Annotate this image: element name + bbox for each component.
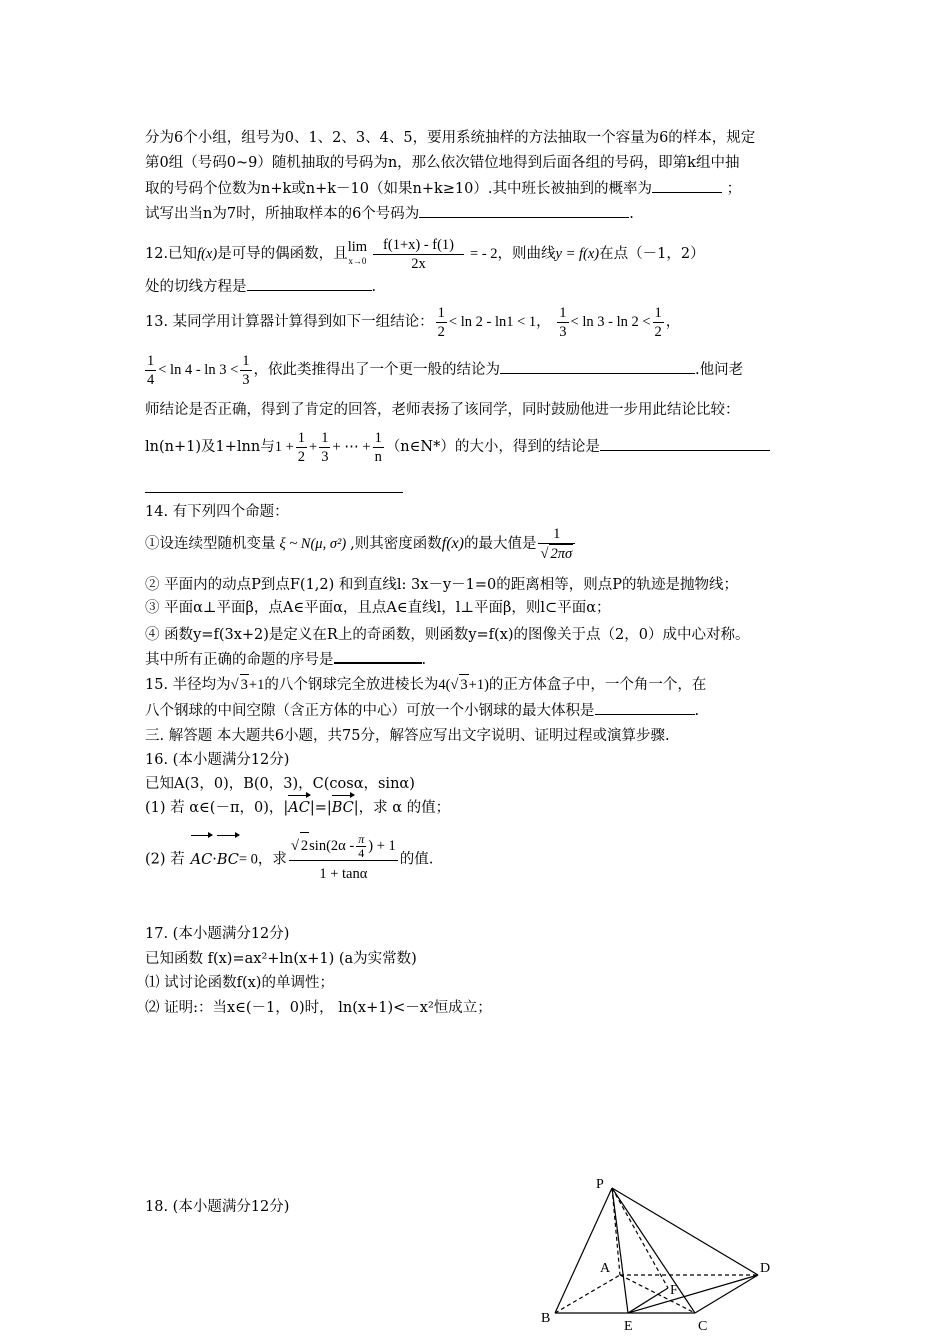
answer-blank — [652, 178, 722, 193]
num: 1 — [242, 352, 250, 369]
lim-sub: x→0 — [348, 256, 367, 266]
dot-product: · — [212, 851, 217, 868]
num: 1 — [538, 525, 575, 544]
q13-line-4 — [145, 425, 770, 469]
fraction — [319, 429, 330, 466]
vector-ac: AC — [288, 800, 310, 816]
fraction — [145, 352, 156, 389]
q18-title: 18. (本小题满分12分) — [145, 1199, 290, 1215]
sum-start: 1 + — [274, 439, 294, 455]
q12-line-2-text: 处的切线方程是 — [145, 279, 247, 295]
sqrt-content: 2πσ — [550, 546, 573, 562]
q13-tail: （n∈N*）的大小，得到的结论是 — [385, 439, 600, 455]
q16-part-2 — [145, 832, 433, 887]
vector-bc: BC — [217, 838, 239, 882]
q17-part-1: ⑴ 试讨论函数f(x)的单调性； — [145, 975, 334, 991]
den: 3 — [321, 448, 329, 465]
punct: . — [421, 652, 427, 668]
fraction — [296, 429, 307, 466]
q16-p1-eq: |=| — [309, 800, 332, 816]
q14-prop-4: ④ 函数y=f(3x+2)是定义在R上的奇函数，则函数y=f(x)的图像关于点（2，0）成中心对称。 — [145, 627, 750, 643]
q15-line-1: 15. 半径均为√ 3+1的八个钢球完全放进棱长为4(√ 3+1)的正方体盒子中，一个角一个，在 — [145, 674, 706, 695]
q16-given: 已知A(3，0)，B(0，3)，C(cosα，sinα) — [145, 776, 415, 792]
answer-blank — [334, 648, 422, 664]
edge-start: 4( — [438, 677, 451, 693]
den: 3 — [242, 371, 250, 388]
num: 1 — [321, 429, 329, 446]
answer-blank — [500, 359, 695, 374]
label-a: A — [600, 1261, 611, 1276]
label-f: F — [670, 1283, 678, 1298]
q12-text: 是可导的偶函数，且 — [217, 246, 348, 262]
q12-fx: f(x) — [197, 246, 218, 262]
q11-line-3 — [145, 178, 741, 199]
num: 1 — [297, 429, 306, 446]
answer-blank — [145, 478, 403, 493]
q12-label: 12.已知 — [145, 246, 198, 262]
q16-p2-tail: 的值. — [399, 851, 434, 868]
inequality: < ln 2 - ln1 < 1， — [448, 314, 551, 330]
q15-text-3: 的正方体盒子中，一个角一个，在 — [488, 677, 707, 693]
q16-title: 16. (本小题满分12分) — [145, 752, 290, 768]
q12-eq: = - 2，则曲线 — [470, 246, 556, 262]
q16-part-1 — [145, 798, 450, 818]
q13-compare: ln(n+1)及1+lnn与 — [145, 439, 275, 455]
edge-cd — [695, 1275, 758, 1313]
q15-line-2 — [145, 700, 699, 721]
q11-line-1: 分为6个小组，组号为0、1、2、3、4、5，要用系统抽样的方法抽取一个容量为6的样本，规定 — [145, 130, 756, 146]
edge-ac — [620, 1275, 695, 1313]
q11-line-4 — [145, 203, 634, 224]
inequality: < ln 3 - ln 2 < — [570, 314, 651, 330]
q12-denominator: 2x — [411, 255, 426, 272]
den: 2 — [654, 323, 662, 340]
label-e: E — [624, 1319, 633, 1334]
q12-fraction — [373, 236, 464, 273]
q13-line-2 — [145, 350, 743, 390]
q14-prop-1 — [145, 524, 577, 564]
den: 4 — [358, 846, 365, 861]
den: 3 — [559, 323, 567, 340]
q13-text: ，依此类推得出了一个更一般的结论为 — [253, 362, 500, 378]
sin-end: ) + 1 — [368, 838, 396, 854]
den: n — [374, 448, 382, 465]
q13-line-5 — [145, 478, 403, 499]
normal-dist: ξ ~ N(μ, σ²) — [279, 536, 347, 552]
lim: lim — [347, 239, 368, 255]
limit-expression — [348, 240, 367, 268]
answer-blank — [595, 700, 695, 715]
num: 1 — [654, 304, 662, 321]
punct: ； — [726, 181, 742, 197]
q16-numerator: √ 2sin(2α - $\frac{\pi}{4}$ ) + 1 — [290, 832, 396, 861]
fraction — [653, 304, 664, 341]
edge-pb — [555, 1188, 612, 1313]
pyramid-figure — [530, 1170, 790, 1344]
q16-p1-text: (1) 若 α∈(－π，0)，| — [145, 800, 289, 816]
prop-1-text: ①设连续型随机变量 — [145, 536, 276, 552]
punct: . — [629, 206, 634, 222]
q14-title: 14. 有下列四个命题： — [145, 504, 289, 520]
density-fx: f(x) — [441, 535, 464, 552]
fraction — [240, 352, 251, 389]
q13-line-3: 师结论是否正确，得到了肯定的回答，老师表扬了该同学，同时鼓励他进一步用此结论比较： — [145, 402, 740, 418]
punct: . — [371, 279, 377, 295]
plus: + — [309, 439, 318, 455]
q14-prop-2: ② 平面内的动点P到点F(1,2) 和到直线l: 3x－y－1=0的距离相等，则点P的轨迹是抛物线； — [145, 577, 738, 593]
q12-line-1 — [145, 234, 705, 274]
q13-label: 13. 某同学用计算器计算得到如下一组结论： — [145, 314, 434, 330]
edge-pd — [612, 1188, 758, 1275]
q17-part-2: ⑵ 证明:：当x∈(－1，0)时， ln(x+1)<－x²恒成立； — [145, 1000, 492, 1016]
q16-fraction — [289, 832, 398, 887]
q11-line-2: 第0组（号码0~9）随机抽取的号码为n，那么依次错位地得到后面各组的号码，即第k组中抽 — [145, 155, 740, 171]
num: 1 — [559, 304, 567, 321]
sqrt-content: 2 — [300, 832, 309, 859]
section-3-heading: 三. 解答题 本大题共6小题，共75分，解答应写出文字说明、证明过程或演算步骤. — [145, 728, 670, 744]
q15-line-2-text: 八个钢球的中间空隙（含正方体的中心）可放一个小钢球的最大体积是 — [145, 703, 595, 719]
q15-text: 15. 半径均为 — [145, 677, 231, 693]
q14-end — [145, 648, 426, 670]
fraction — [436, 304, 447, 341]
label-c: C — [698, 1319, 708, 1334]
q11-line-3-text: 取的号码个位数为n+k或n+k－10（如果n+k≥10）.其中班长被抽到的概率为 — [145, 181, 652, 197]
label-d: D — [760, 1261, 771, 1276]
den: 4 — [147, 371, 155, 388]
q12-numerator: f(1+x) - f(1) — [373, 236, 464, 255]
q14-end-text: 其中所有正确的命题的序号是 — [145, 652, 334, 668]
label-b: B — [541, 1311, 551, 1326]
num: 1 — [437, 304, 445, 321]
prop-1-text-3: 的最大值是 — [463, 536, 537, 552]
num: π — [358, 832, 365, 847]
q12-line-2 — [145, 276, 376, 297]
q16-p2-eq: = 0，求 — [238, 851, 287, 868]
den: 2 — [297, 448, 306, 465]
den: 2 — [437, 323, 445, 340]
answer-blank — [419, 203, 629, 218]
pi-fraction — [356, 833, 366, 860]
q16-p2-text: (2) 若 — [145, 851, 185, 868]
num: 1 — [374, 429, 382, 446]
edge-pc — [612, 1188, 695, 1313]
prop-1-text-2: ,则其密度函数 — [350, 536, 442, 552]
edge-ef — [628, 1288, 668, 1313]
num: 1 — [147, 352, 155, 369]
q17-title: 17. (本小题满分12分) — [145, 926, 290, 942]
answer-blank — [600, 436, 770, 451]
fraction — [557, 304, 568, 341]
sqrt-content: 3 — [459, 674, 468, 695]
label-p: P — [596, 1177, 604, 1192]
q12-point: 在点（－1，2） — [599, 246, 705, 262]
density-max-fraction — [538, 525, 575, 563]
inequality: < ln 4 - ln 3 < — [158, 362, 239, 378]
q15-text-2: 的八个钢球完全放进棱长为 — [264, 677, 439, 693]
vector-bc: BC — [331, 800, 354, 816]
q16-denominator: 1 + tanα — [319, 866, 368, 883]
punct: ， — [665, 314, 681, 330]
edge-end: +1) — [468, 677, 489, 693]
q16-p1-tail: |，求 α 的值； — [353, 800, 451, 816]
edge-ed — [628, 1275, 758, 1313]
q13-line-1 — [145, 302, 680, 342]
sin-part: sin(2α - — [309, 838, 355, 854]
edge-pe — [612, 1188, 628, 1313]
sqrt-content: 3 — [240, 674, 249, 695]
q11-line-4-text: 试写出当n为7时，所抽取样本的6个号码为 — [145, 206, 420, 222]
fraction — [373, 429, 384, 466]
vector-ac: AC — [191, 838, 213, 882]
den: √ 2πσ — [540, 546, 573, 562]
punct: . — [694, 703, 700, 719]
edge-ba — [555, 1275, 620, 1313]
q14-prop-3: ③ 平面α⊥平面β，点A∈平面α，且点A∈直线l，l⊥平面β，则l⊂平面α； — [145, 600, 611, 616]
q13-text-2: .他问老 — [695, 362, 744, 378]
answer-blank — [247, 276, 372, 291]
q12-curve: y = f(x) — [555, 246, 600, 262]
q17-given: 已知函数 f(x)=ax²+ln(x+1) (a为实常数) — [145, 951, 417, 967]
dots: + ⋯ + — [332, 439, 371, 455]
radius-plus: +1 — [248, 677, 265, 693]
